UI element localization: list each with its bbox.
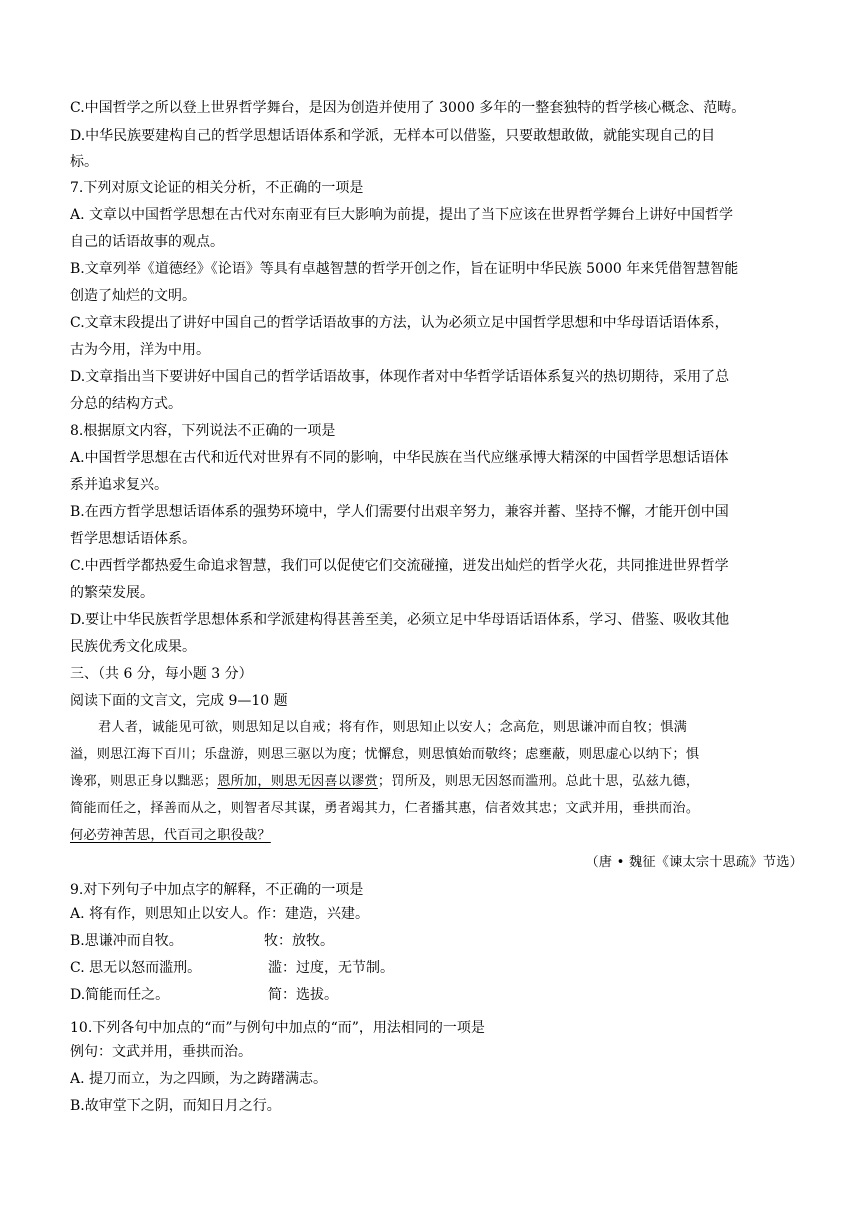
q9-option-b-sentence: B.思谦冲而自牧。 (70, 933, 183, 949)
q9-option-b-gloss: 牧：放牧。 (264, 933, 334, 949)
reading-instruction: 阅读下面的文言文，完成 9—10 题 (70, 693, 288, 709)
q7-option-c-line1: C.文章末段提出了讲好中国自己的哲学话语故事的方法，认为必须立足中国哲学思想和中华母语话语体系， (70, 315, 729, 331)
q6-option-c: C.中国哲学之所以登上世界哲学舞台，是因为创造并使用了 3000 多年的一整套独特的哲学核心概念、范畴。 (70, 100, 746, 116)
q7-option-b-line1: B.文章列举《道德经》《论语》等具有卓越智慧的哲学开创之作，旨在证明中华民族 5000 年来凭借智慧智能 (70, 261, 739, 277)
q9-option-d-gloss: 简：选拔。 (268, 987, 338, 1003)
question-7: 7.下列对原文论证的相关分析，不正确的一项是 (70, 180, 364, 196)
q7-option-d-line1: D.文章指出当下要讲好中国自己的哲学话语故事，体现作者对中华哲学话语体系复兴的热切期待，采用了总 (70, 369, 730, 385)
passage-line-3-start: 谗邪，则思正身以黜恶； (70, 774, 218, 789)
question-9: 9.对下列句子中加点字的解释，不正确的一项是 (70, 882, 364, 898)
q8-option-b-line1: B.在西方哲学思想话语体系的强势环境中，学人们需要付出艰辛努力，兼容并蓄、坚持不懈，才能开创中国 (70, 504, 729, 520)
q9-option-c-sentence: C. 思无以怒而滥刑。 (70, 960, 202, 976)
passage-line-1: 君人者，诚能见可欲，则思知足以自戒；将有作，则思知止以安人；念高危，则思谦冲而自牧；惧满 (98, 720, 688, 735)
q10-option-b: B.故审堂下之阴，而知日月之行。 (70, 1098, 281, 1114)
q7-option-a-line2: 自己的话语故事的观点。 (70, 234, 224, 250)
q8-option-b-line2: 哲学思想话语体系。 (70, 531, 196, 547)
passage-source: （唐 • 魏征《谏太宗十思疏》节选） (585, 855, 803, 870)
underlined-sentence: 恩所加，则思无因喜以谬赏 (217, 774, 378, 789)
passage-line-3-end: ；罚所及，则思无因怒而滥刑。总此十思，弘兹九德， (377, 774, 700, 789)
passage-line-4: 简能而任之，择善而从之，则智者尽其谋，勇者竭其力，仁者播其惠，信者效其忠；文武并用，垂拱而治。 (70, 801, 700, 816)
q7-option-b-line2: 创造了灿烂的文明。 (70, 288, 196, 304)
section-3-heading: 三、（共 6 分，每小题 3 分） (70, 666, 253, 682)
q10-option-a: A. 提刀而立，为之四顾，为之踌躇满志。 (70, 1071, 328, 1087)
q9-option-a: A. 将有作，则思知止以安人。作：建造，兴建。 (70, 906, 370, 922)
q8-option-d-line2: 民族优秀文化成果。 (70, 639, 196, 655)
question-10: 10.下列各句中加点的“而”与例句中加点的“而”，用法相同的一项是 (70, 1020, 485, 1036)
q7-option-c-line2: 古为今用，洋为中用。 (70, 342, 210, 358)
q7-option-a-line1: A. 文章以中国哲学思想在古代对东南亚有巨大影响为前提，提出了当下应该在世界哲学舞台上讲好中国哲学 (70, 207, 734, 223)
q9-option-d-sentence: D.简能而任之。 (70, 987, 170, 1003)
q7-option-d-line2: 分总的结构方式。 (70, 396, 182, 412)
passage-line-5-underlined: 何必劳神苦思，代百司之职役哉？ (70, 828, 271, 843)
question-8: 8.根据原文内容，下列说法不正确的一项是 (70, 423, 336, 439)
q6-option-d-line2: 标。 (70, 154, 98, 170)
passage-line-3 (70, 772, 805, 792)
q6-option-d-line1: D.中华民族要建构自己的哲学思想话语体系和学派，无样本可以借鉴，只要敢想敢做，就能实现自己的目 (70, 128, 716, 144)
passage-line-2: 溢，则思江海下百川；乐盘游，则思三驱以为度；忧懈怠，则思慎始而敬终；虑壅蔽，则思虚心以纳下；惧 (70, 747, 700, 762)
q9-option-c-gloss: 滥：过度，无节制。 (268, 960, 394, 976)
q8-option-d-line1: D.要让中华民族哲学思想体系和学派建构得甚善至美，必须立足中华母语话语体系，学习、借鉴、吸收其他 (70, 612, 730, 628)
q8-option-a-line1: A.中国哲学思想在古代和近代对世界有不同的影响，中华民族在当代应继承博大精深的中国哲学思想话语体 (70, 450, 729, 466)
q8-option-c-line2: 的繁荣发展。 (70, 585, 154, 601)
q8-option-a-line2: 系并追求复兴。 (70, 477, 168, 493)
q8-option-c-line1: C.中西哲学都热爱生命追求智慧，我们可以促使它们交流碰撞，迸发出灿烂的哲学火花，共同推进世界哲学 (70, 558, 729, 574)
q10-example: 例句：文武并用，垂拱而治。 (70, 1044, 252, 1060)
